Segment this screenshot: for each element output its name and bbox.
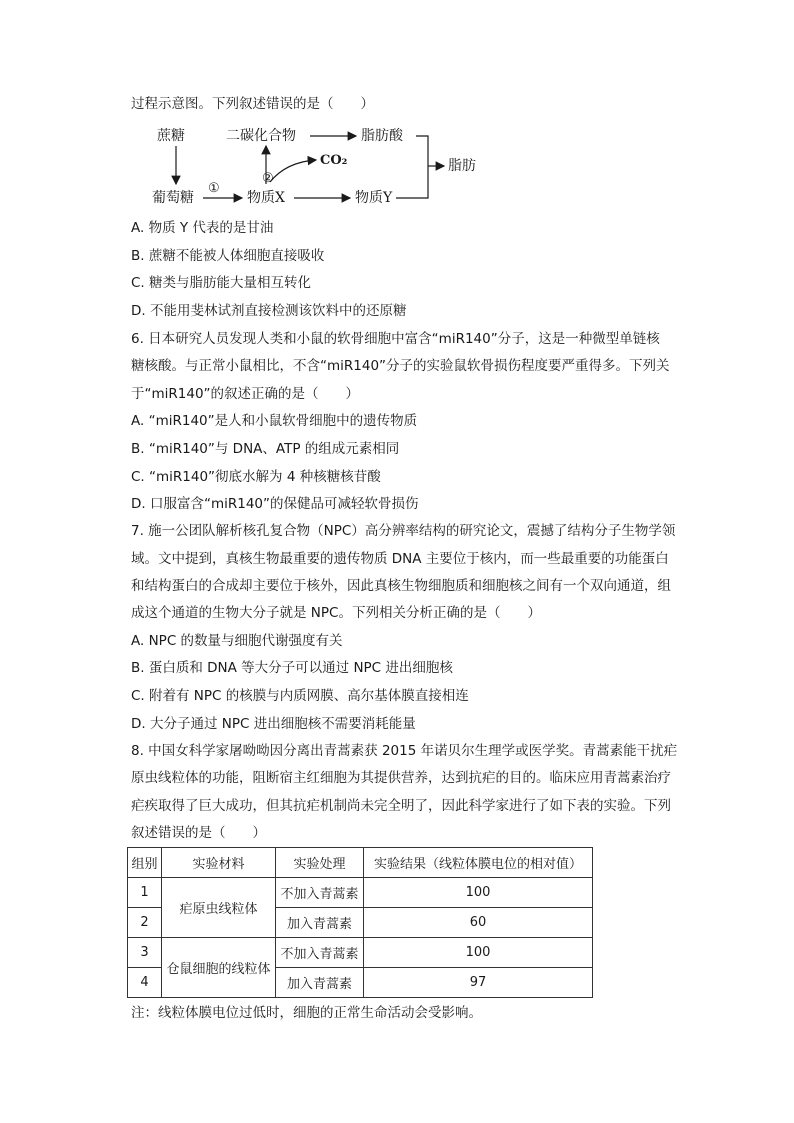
material-cell: 仓鼠细胞的线粒体 xyxy=(162,938,276,998)
q5-option-d: D. 不能用斐林试剂直接检测该饮料中的还原糖 xyxy=(131,303,407,319)
q6-option-b: B. “miR140”与 DNA、ATP 的组成元素相同 xyxy=(131,441,400,457)
arrow-x-co2 xyxy=(270,160,316,182)
q7-option-a: A. NPC 的数量与细胞代谢强度有关 xyxy=(131,633,343,649)
q7-line-1: 7. 施一公团队解析核孔复合物（NPC）高分辨率结构的研究论文，震撼了结构分子生物学领 xyxy=(131,523,676,539)
fat-label: 脂肪 xyxy=(448,158,476,174)
q7-option-b: B. 蛋白质和 DNA 等大分子可以通过 NPC 进出细胞核 xyxy=(131,660,453,676)
q8-line-1: 8. 中国女科学家屠呦呦因分离出青蒿素获 2015 年诺贝尔生理学或医学奖。青蒿素能干扰疟 xyxy=(131,743,678,759)
table-header-row xyxy=(128,848,593,878)
q6-line-1: 6. 日本研究人员发现人类和小鼠的软骨细胞中富含“miR140”分子，这是一种微型单链核 xyxy=(131,331,660,347)
group-cell: 1 xyxy=(128,878,162,908)
substance-y-label: 物质Y xyxy=(355,190,393,206)
q6-option-d: D. 口服富含“miR140”的保健品可减轻软骨损伤 xyxy=(131,496,419,512)
q8-line-3: 疟疾取得了巨大成功，但其抗疟机制尚未完全明了，因此科学家进行了如下表的实验。下列 xyxy=(131,798,671,814)
table-row xyxy=(128,878,593,908)
result-cell: 100 xyxy=(364,938,593,968)
table-row xyxy=(128,938,593,968)
result-cell: 97 xyxy=(364,968,593,998)
q8-line-4: 叙述错误的是（ ） xyxy=(131,825,266,841)
glucose-label: 葡萄糖 xyxy=(152,190,194,206)
q5-option-c: C. 糖类与脂肪能大量相互转化 xyxy=(131,275,312,291)
q7-line-4: 成这个通道的生物大分子就是 NPC。下列相关分析正确的是（ ） xyxy=(131,605,541,621)
material-cell: 疟原虫线粒体 xyxy=(162,878,276,938)
substance-x-label: 物质X xyxy=(247,190,285,206)
q7-option-c: C. 附着有 NPC 的核膜与内质网膜、高尔基体膜直接相连 xyxy=(131,688,469,704)
q5-option-a: A. 物质 Y 代表的是甘油 xyxy=(131,220,274,236)
q6-line-2: 糖核酸。与正常小鼠相比，不含“miR140”分子的实验鼠软骨损伤程度要严重得多。下列关 xyxy=(131,358,670,374)
sucrose-label: 蔗糖 xyxy=(157,128,185,144)
q7-option-d: D. 大分子通过 NPC 进出细胞核不需要消耗能量 xyxy=(131,716,416,732)
q7-line-3: 和结构蛋白的合成却主要位于核外，因此真核生物细胞质和细胞核之间有一个双向通道，组 xyxy=(131,578,671,594)
header-material: 实验材料 xyxy=(162,848,276,878)
q7-line-2: 域。文中提到，真核生物最重要的遗传物质 DNA 主要位于核内，而一些最重要的功能蛋白 xyxy=(131,551,669,567)
q8-line-2: 原虫线粒体的功能，阻断宿主红细胞为其提供营养，达到抗疟的目的。临床应用青蒿素治疗 xyxy=(131,770,671,786)
q6-option-c: C. “miR140”彻底水解为 4 种核糖核苷酸 xyxy=(131,469,381,485)
q6-line-3: 于“miR140”的叙述正确的是（ ） xyxy=(131,386,360,402)
step2-label: ② xyxy=(262,171,274,186)
treatment-cell: 加入青蒿素 xyxy=(276,968,364,998)
treatment-cell: 不加入青蒿素 xyxy=(276,938,364,968)
header-group: 组别 xyxy=(128,848,162,878)
q5-stem: 过程示意图。下列叙述错误的是（ ） xyxy=(131,96,374,112)
dioxide-compound-label: 二碳化合物 xyxy=(226,128,296,144)
experiment-table xyxy=(127,847,593,998)
treatment-cell: 不加入青蒿素 xyxy=(276,878,364,908)
fatty-acid-label: 脂肪酸 xyxy=(361,128,403,144)
result-cell: 100 xyxy=(364,878,593,908)
group-cell: 2 xyxy=(128,908,162,938)
treatment-cell: 加入青蒿素 xyxy=(276,908,364,938)
metabolism-diagram xyxy=(150,120,500,210)
q6-option-a: A. “miR140”是人和小鼠软骨细胞中的遗传物质 xyxy=(131,413,418,429)
bracket-to-fat xyxy=(396,136,428,198)
header-treatment: 实验处理 xyxy=(276,848,364,878)
group-cell: 3 xyxy=(128,938,162,968)
q5-option-b: B. 蔗糖不能被人体细胞直接吸收 xyxy=(131,248,325,264)
q8-table-note: 注：线粒体膜电位过低时，细胞的正常生命活动会受影响。 xyxy=(131,1005,482,1021)
co2-label: CO₂ xyxy=(320,153,348,168)
result-cell: 60 xyxy=(364,908,593,938)
group-cell: 4 xyxy=(128,968,162,998)
header-result: 实验结果（线粒体膜电位的相对值） xyxy=(364,848,593,878)
step1-label: ① xyxy=(208,181,220,196)
